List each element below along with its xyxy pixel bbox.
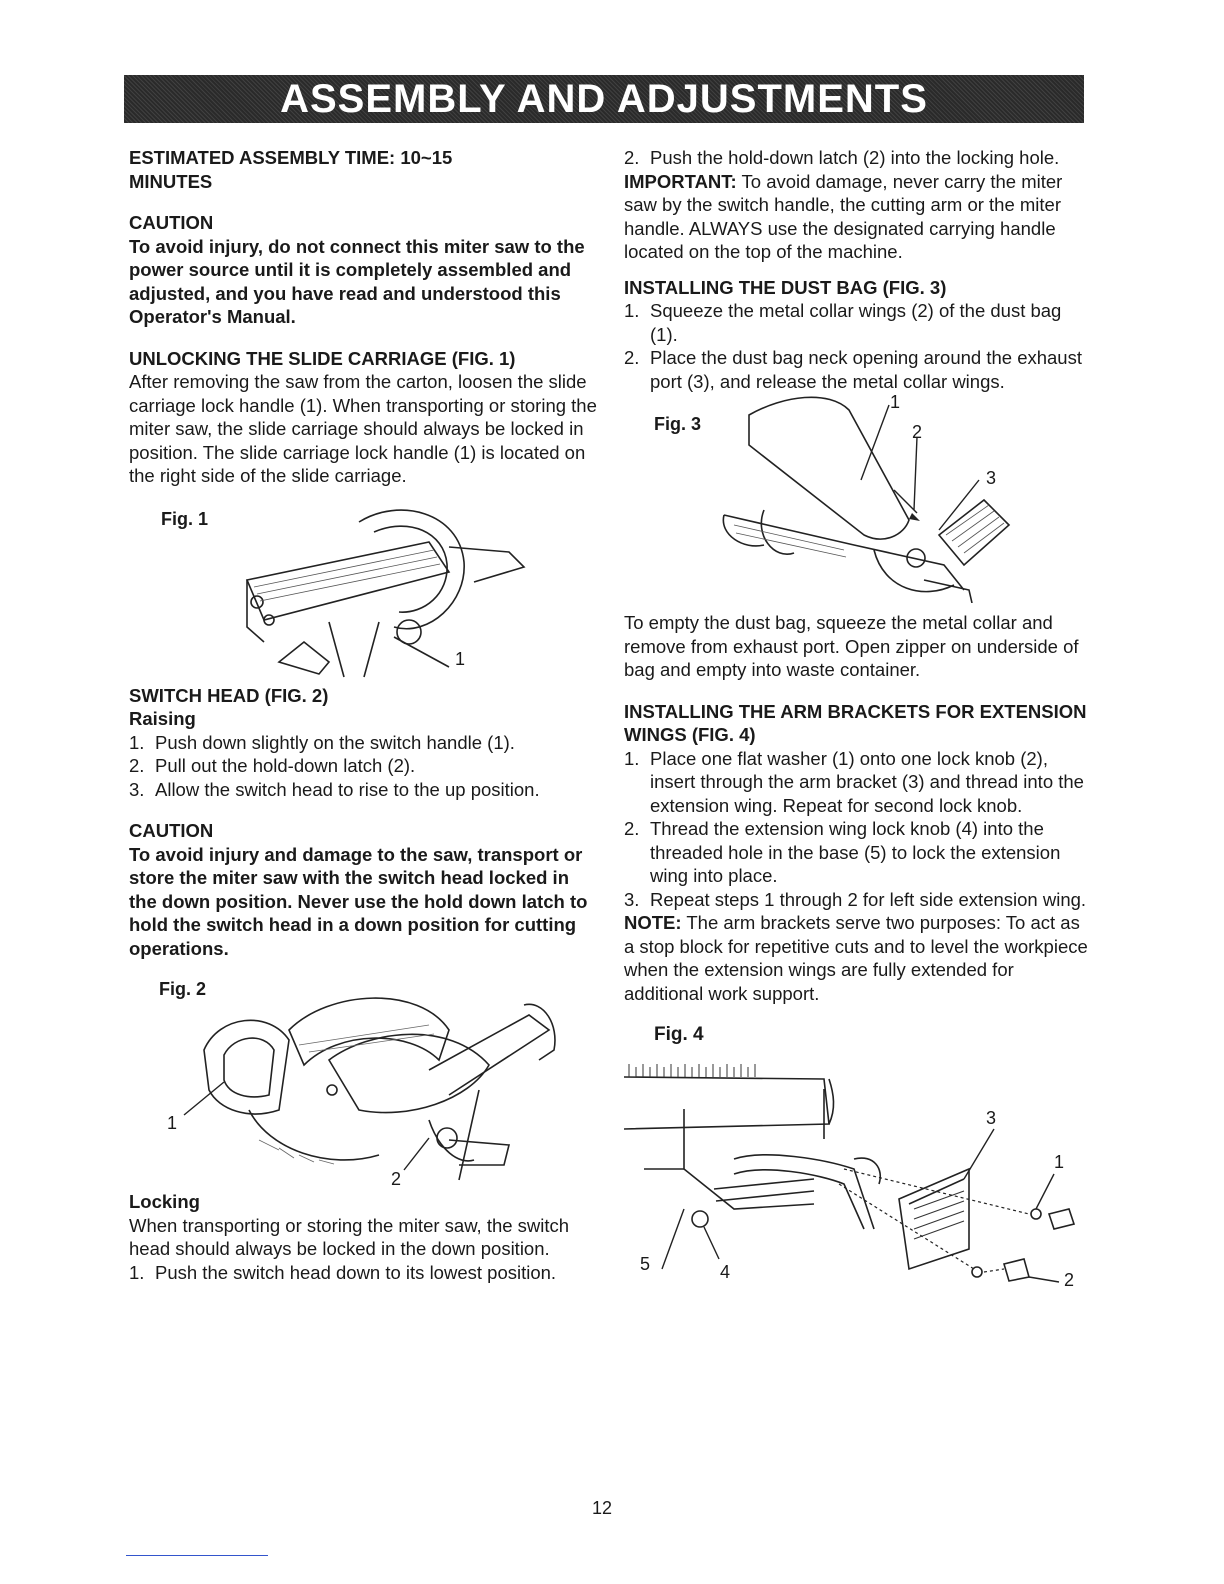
unlocking-heading: UNLOCKING THE SLIDE CARRIAGE (FIG. 1) <box>129 347 516 369</box>
list-item: 2. Thread the extension wing lock knob (4) into the threaded hole in the base (5) to lock the extension wing into place. <box>624 818 1061 886</box>
switch-head-heading: SWITCH HEAD (FIG. 2) <box>129 684 329 706</box>
fig4-callout-1: 1 <box>1054 1152 1065 1172</box>
dust-bag-steps <box>624 299 1089 393</box>
left-column <box>129 146 599 1284</box>
list-item: 1. Push the switch head down to its lowest position. <box>129 1261 557 1283</box>
empty-dust-bag-text: To empty the dust bag, squeeze the metal collar and remove from exhaust port. Open zipper on underside of bag and empty into waste container. <box>624 612 1079 680</box>
arm-brackets-heading: INSTALLING THE ARM BRACKETS FOR EXTENSION WINGS (FIG. 4) <box>624 700 1087 745</box>
fig3-label: Fig. 3 <box>654 414 702 434</box>
fig3-callout-2: 2 <box>912 422 923 442</box>
fig4-label: Fig. 4 <box>654 1024 704 1045</box>
page-number: 12 <box>592 1498 613 1518</box>
caution-title-2: CAUTION <box>129 820 214 841</box>
list-item: 3. Repeat steps 1 through 2 for left side extension wing. <box>624 888 1087 910</box>
list-item: 3. Allow the switch head to rise to the up position. <box>129 778 540 800</box>
fig3-callout-3: 3 <box>986 468 997 488</box>
estimated-assembly-time: ESTIMATED ASSEMBLY TIME: 10~15 MINUTES <box>129 147 453 192</box>
locking-steps-continued <box>624 146 1089 170</box>
raising-subheading: Raising <box>129 708 196 729</box>
arm-brackets-steps <box>624 747 1089 912</box>
list-item: 2. Push the hold-down latch (2) into the locking hole. <box>624 147 1060 168</box>
figure-1 <box>129 502 599 680</box>
fig4-callout-5: 5 <box>640 1254 651 1274</box>
arm-brackets-note: NOTE: The arm brackets serve two purposes: To act as a stop block for repetitive cuts and to level the workpiece when the extension wings are fully extended for additional work support. <box>624 912 1088 1004</box>
locking-steps <box>129 1261 599 1285</box>
list-item: 2. Place the dust bag neck opening around the exhaust port (3), and release the metal collar wings. <box>624 347 1082 392</box>
footer-rule <box>126 1555 268 1556</box>
caution-body-2: To avoid injury and damage to the saw, transport or store the miter saw with the switch head locked in the down position. Never use the hold down latch to hold the switch head in a down position for cutting operations. <box>129 843 588 959</box>
figure-3 <box>624 385 1089 603</box>
fig1-label: Fig. 1 <box>161 508 209 529</box>
fig2-switch-head-illustration <box>129 970 599 1194</box>
fig3-callout-1: 1 <box>890 392 901 412</box>
caution-title-1: CAUTION <box>129 212 214 233</box>
section-banner <box>124 75 1084 123</box>
fig2-label: Fig. 2 <box>159 979 207 999</box>
unlocking-body: After removing the saw from the carton, loosen the slide carriage lock handle (1). When transporting or storing the miter saw, the slide carriage should always be locked in position. The slide carriage lock handle (1) is located on the right side of the slide carriage. <box>129 371 597 486</box>
list-item: 1. Push down slightly on the switch handle (1). <box>129 731 515 753</box>
fig4-callout-3: 3 <box>986 1108 997 1128</box>
locking-subheading: Locking <box>129 1191 200 1212</box>
fig4-arm-bracket-illustration <box>624 1019 1089 1309</box>
figure-2 <box>129 970 599 1194</box>
fig4-callout-4: 4 <box>720 1262 731 1282</box>
right-column <box>624 146 1089 1309</box>
important-note: IMPORTANT: To avoid damage, never carry the miter saw by the switch handle, the cutting arm or the miter handle. ALWAYS use the designated carrying handle located on the top of the machine. <box>624 170 1063 262</box>
fig1-callout-1: 1 <box>455 648 466 669</box>
locking-body: When transporting or storing the miter saw, the switch head should always be locked in the down position. <box>129 1214 570 1259</box>
section-title: ASSEMBLY AND ADJUSTMENTS <box>280 77 928 121</box>
dust-bag-heading: INSTALLING THE DUST BAG (FIG. 3) <box>624 276 947 298</box>
list-item: 2. Pull out the hold-down latch (2). <box>129 755 416 776</box>
fig2-callout-1: 1 <box>167 1113 178 1133</box>
list-item: 1. Place one flat washer (1) onto one lock knob (2), insert through the arm bracket (3) and thread into the extension wing. Repeat for second lock knob. <box>624 747 1084 816</box>
list-item: 1. Squeeze the metal collar wings (2) of the dust bag (1). <box>624 300 1062 345</box>
raising-steps <box>129 731 599 802</box>
figure-4 <box>624 1019 1089 1309</box>
fig2-callout-2: 2 <box>391 1169 402 1189</box>
fig4-callout-2: 2 <box>1064 1270 1075 1290</box>
caution-body-1: To avoid injury, do not connect this miter saw to the power source until it is completely assembled and adjusted, and you have read and understood this Operator's Manual. <box>129 235 585 327</box>
